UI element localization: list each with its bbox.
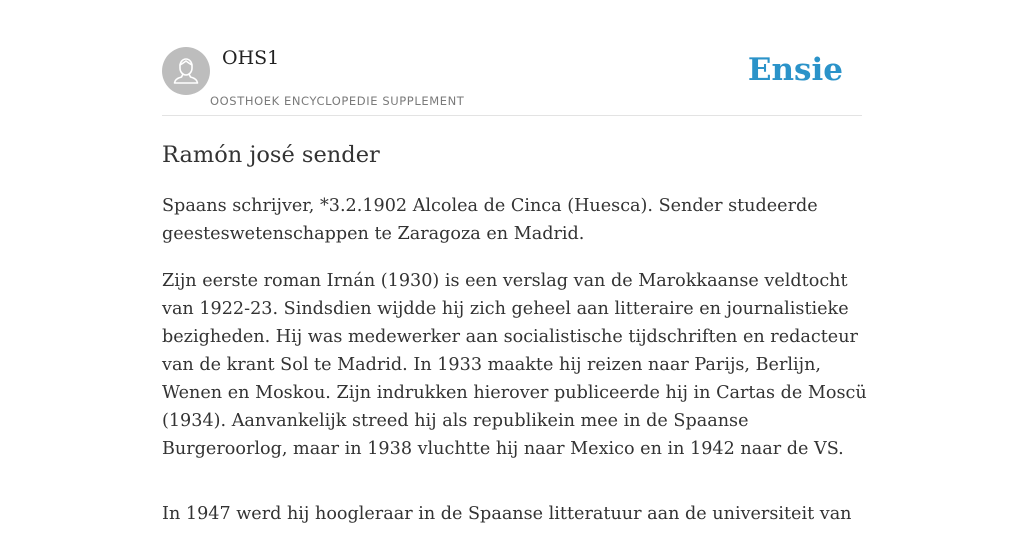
avatar[interactable] — [162, 47, 210, 95]
username[interactable]: OHS1 — [222, 47, 280, 69]
article-paragraph: Zijn eerste roman Irnán (1930) is een verslag van de Marokkaanse veldtocht van 1922-23. Sindsdien wijdde hij zich geheel aan litteraire en journalistieke bezigheden. Hij was medewerker aan socialistische tijdschriften en redacteur van de krant Sol te Madrid. In 1933 maakte hij reizen naar Parijs, Berlijn, Wenen en Moskou. Zijn indrukken hierover publiceerde hij in Cartas de Moscü (1934). Aanvankelijk streed hij als republikein mee in de Spaanse Burgeroorlog, maar in 1938 vluchtte hij naar Mexico en in 1942 naar de VS. — [162, 271, 867, 459]
header — [162, 0, 862, 116]
article-paragraph: Spaans schrijver, *3.2.1902 Alcolea de Cinca (Huesca). Sender studeerde geesteswetenschappen te Zaragoza en Madrid. — [162, 196, 818, 244]
source-label[interactable]: OOSTHOEK ENCYCLOPEDIE SUPPLEMENT — [210, 94, 465, 108]
user-silhouette-icon — [162, 47, 210, 95]
article-title: Ramón josé sender — [162, 142, 380, 168]
article-paragraph: In 1947 werd hij hoogleraar in de Spaanse litteratuur aan de universiteit van — [162, 504, 852, 524]
brand-logo[interactable]: Ensie — [747, 52, 843, 88]
article-body — [162, 192, 872, 547]
